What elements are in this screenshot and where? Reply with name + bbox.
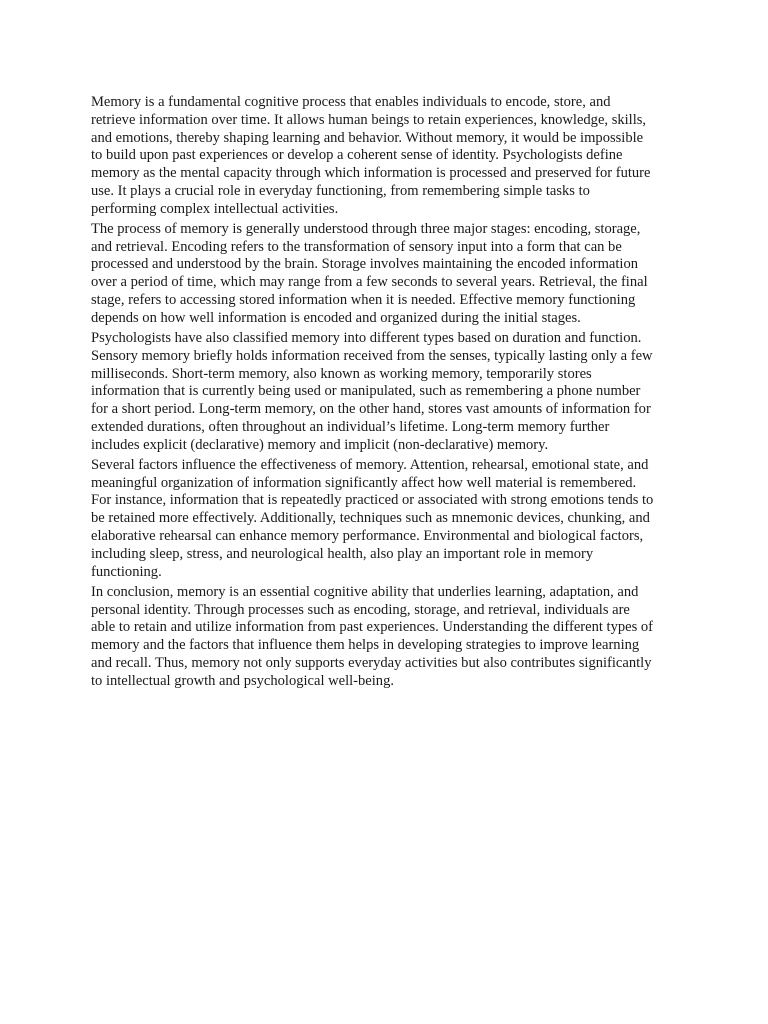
document-body — [91, 94, 677, 693]
paragraph-memory-types: Psychologists have also classified memory into different types based on duration and function. Sensory memory briefly holds information received from the senses, typically lasting only a few milliseconds. Short-term memory, also known as working memory, temporarily stores information that is currently being used or manipulated, such as remembering a phone number for a short period. Long-term memory, on the other hand, stores vast amounts of information for extended durations, often throughout an individual’s lifetime. Long-term memory further includes explicit (declarative) memory and implicit (non-declarative) memory. — [91, 329, 653, 453]
paragraph-conclusion: In conclusion, memory is an essential cognitive ability that underlies learning, adaptation, and personal identity. Through processes such as encoding, storage, and retrieval, individuals are able to retain and utilize information from past experiences. Understanding the different types of memory and the factors that influence them helps in developing strategies to improve learning and recall. Thus, memory not only supports everyday activities but also contributes significantly to intellectual growth and psychological well-being. — [91, 583, 654, 689]
paragraph-introduction: Memory is a fundamental cognitive process that enables individuals to encode, store, and retrieve information over time. It allows human beings to retain experiences, knowledge, skills, and emotions, thereby shaping learning and behavior. Without memory, it would be impossible to build upon past experiences or develop a coherent sense of identity. Psychologists define memory as the mental capacity through which information is processed and preserved for future use. It plays a crucial role in everyday functioning, from remembering simple tasks to performing complex intellectual activities. — [91, 94, 651, 217]
paragraph-influencing-factors: Several factors influence the effectiveness of memory. Attention, rehearsal, emotional state, and meaningful organization of information significantly affect how well material is remembered. For instance, information that is repeatedly practiced or associated with strong emotions tends to be retained more effectively. Additionally, techniques such as mnemonic devices, chunking, and elaborative rehearsal can enhance memory performance. Environmental and biological factors, including sleep, stress, and neurological health, also play an important role in memory functioning. — [91, 456, 654, 580]
paragraph-memory-stages: The process of memory is generally understood through three major stages: encoding, storage, and retrieval. Encoding refers to the transformation of sensory input into a form that can be processed and understood by the brain. Storage involves maintaining the encoded information over a period of time, which may range from a few seconds to several years. Retrieval, the final stage, refers to accessing stored information when it is needed. Effective memory functioning depends on how well information is encoded and organized during the initial stages. — [91, 220, 648, 326]
